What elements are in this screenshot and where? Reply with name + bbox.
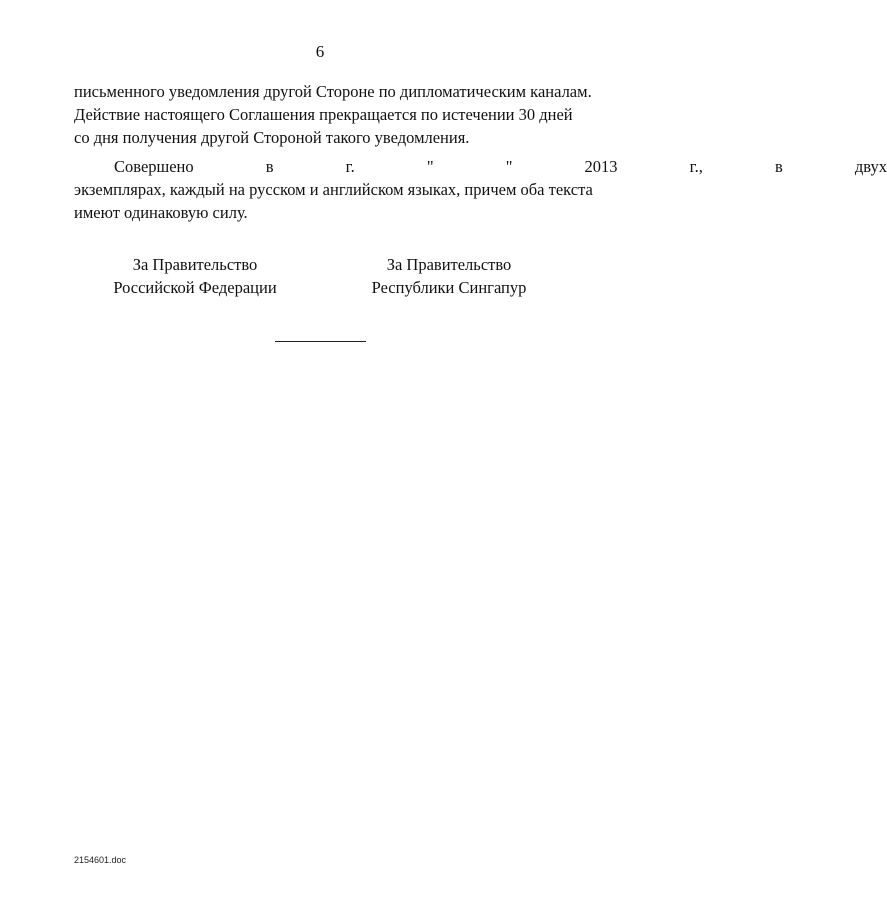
- text-line: экземплярах, каждый на русском и английском языках, причем оба текста: [74, 180, 593, 199]
- document-id: 2154601.doc: [74, 855, 127, 865]
- closing-rule: [275, 341, 366, 342]
- text-line: Совершено в г. " " 2013 г., в двух: [114, 157, 887, 176]
- signature-title: За Правительство: [132, 255, 258, 274]
- page-number: 6: [315, 42, 325, 61]
- text-line: Действие настоящего Соглашения прекращается по истечении 30 дней: [74, 105, 573, 124]
- signature-party: Российской Федерации: [113, 278, 277, 297]
- text-line: письменного уведомления другой Стороне по дипломатическим каналам.: [74, 82, 592, 101]
- text-line: со дня получения другой Стороной такого уведомления.: [74, 128, 470, 147]
- signature-russia: [110, 253, 280, 299]
- paragraph-termination: [74, 80, 592, 149]
- paragraph-done-at: [74, 155, 887, 224]
- text-line: имеют одинаковую силу.: [74, 203, 248, 222]
- signature-title: За Правительство: [386, 255, 512, 274]
- signature-party: Республики Сингапур: [371, 278, 527, 297]
- signature-singapore: [364, 253, 534, 299]
